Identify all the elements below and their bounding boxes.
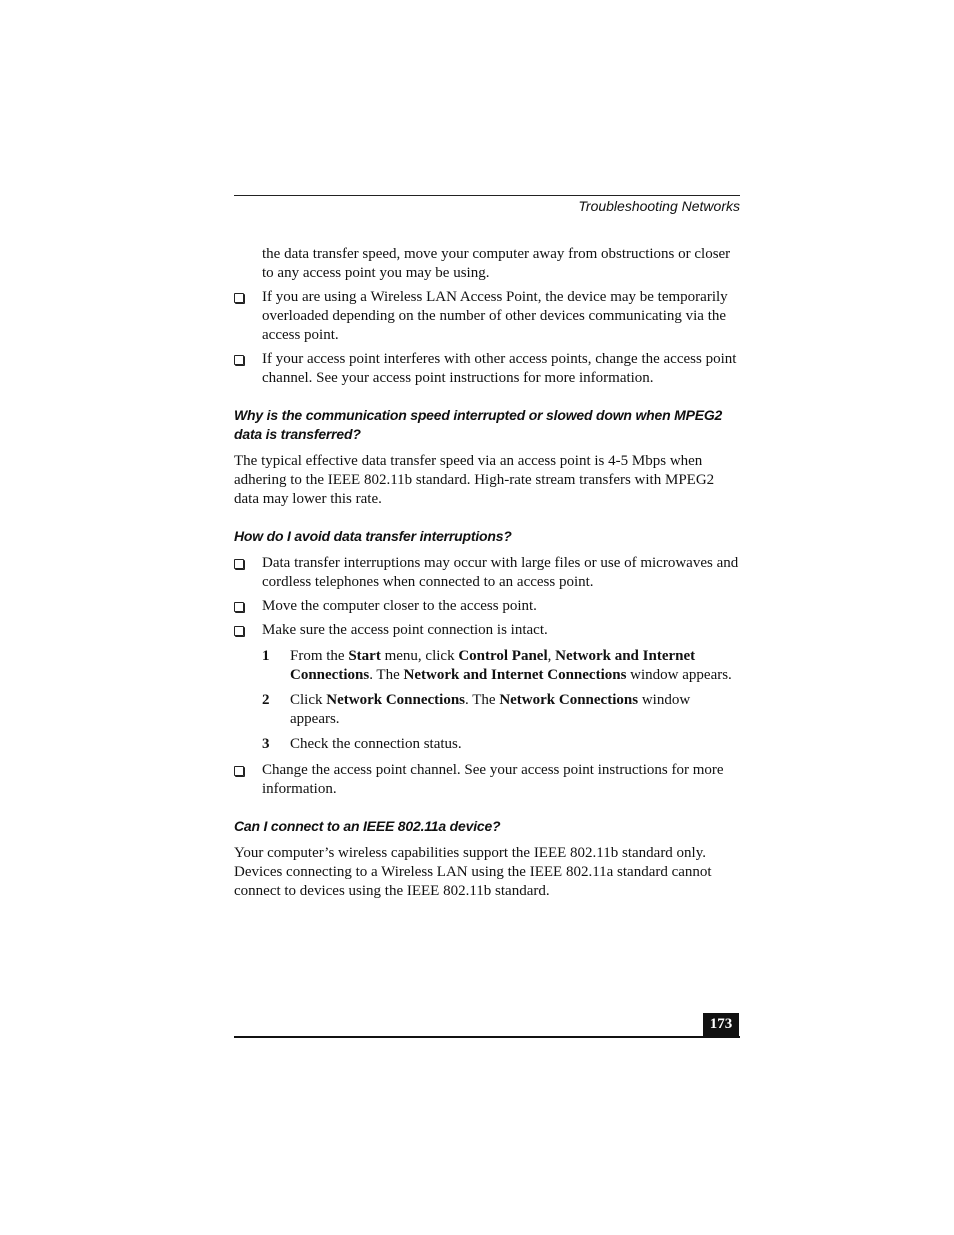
list-item	[234, 288, 740, 345]
list-item	[234, 350, 740, 388]
question-heading: How do I avoid data transfer interruptions?	[234, 528, 512, 544]
step-item	[262, 735, 740, 754]
continuation-paragraph: the data transfer speed, move your computer away from obstructions or closer to any access point you may be using.	[262, 246, 731, 281]
checkbox-bullet-icon	[234, 355, 244, 365]
answer-paragraph: The typical effective data transfer speed via an access point is 4-5 Mbps when adhering to the IEEE 802.11b standard. High-rate stream transfers with MPEG2 data may lower this rate.	[234, 453, 715, 507]
list-item	[234, 554, 740, 592]
list-item	[234, 761, 740, 799]
step-number: 3	[262, 736, 270, 752]
page-body	[234, 245, 740, 906]
question-heading: Why is the communication speed interrupted or slowed down when MPEG2 data is transferred?	[234, 407, 723, 442]
step-number: 1	[262, 648, 270, 664]
list-item-text: If you are using a Wireless LAN Access Point, the device may be temporarily overloaded depending on the number of other devices communicating via the access point.	[262, 289, 728, 343]
checkbox-bullet-icon	[234, 602, 244, 612]
running-header-title: Troubleshooting Networks	[578, 198, 740, 214]
list-item-text: Change the access point channel. See your access point instructions for more information.	[262, 762, 724, 797]
list-item	[234, 621, 740, 640]
step-item	[262, 691, 740, 729]
step-text: Check the connection status.	[290, 736, 462, 752]
step-text: From the Start menu, click Control Panel, Network and Internet Connections. The Network and Internet Connections window appears.	[290, 648, 732, 683]
list-item-text: Make sure the access point connection is intact.	[262, 622, 548, 638]
list-item-text: Move the computer closer to the access point.	[262, 598, 537, 614]
list-item	[234, 597, 740, 616]
step-number: 2	[262, 692, 270, 708]
checkbox-bullet-icon	[234, 626, 244, 636]
question-heading: Can I connect to an IEEE 802.11a device?	[234, 818, 501, 834]
header-rule	[234, 195, 740, 196]
list-item-text: If your access point interferes with other access points, change the access point channel. See your access point instructions for more information.	[262, 351, 737, 386]
step-text: Click Network Connections. The Network Connections window appears.	[290, 692, 691, 727]
checkbox-bullet-icon	[234, 559, 244, 569]
checkbox-bullet-icon	[234, 766, 244, 776]
numbered-steps	[262, 647, 740, 754]
page-number-badge: 173	[703, 1013, 739, 1037]
checkbox-bullet-icon	[234, 293, 244, 303]
footer-rule	[234, 1036, 740, 1038]
list-item-text: Data transfer interruptions may occur with large files or use of microwaves and cordless telephones when connected to an access point.	[262, 555, 739, 590]
step-item	[262, 647, 740, 685]
answer-paragraph: Your computer’s wireless capabilities support the IEEE 802.11b standard only. Devices connecting to a Wireless LAN using the IEEE 802.11a standard cannot connect to devices using the IEEE 802.11b standard.	[234, 845, 712, 899]
